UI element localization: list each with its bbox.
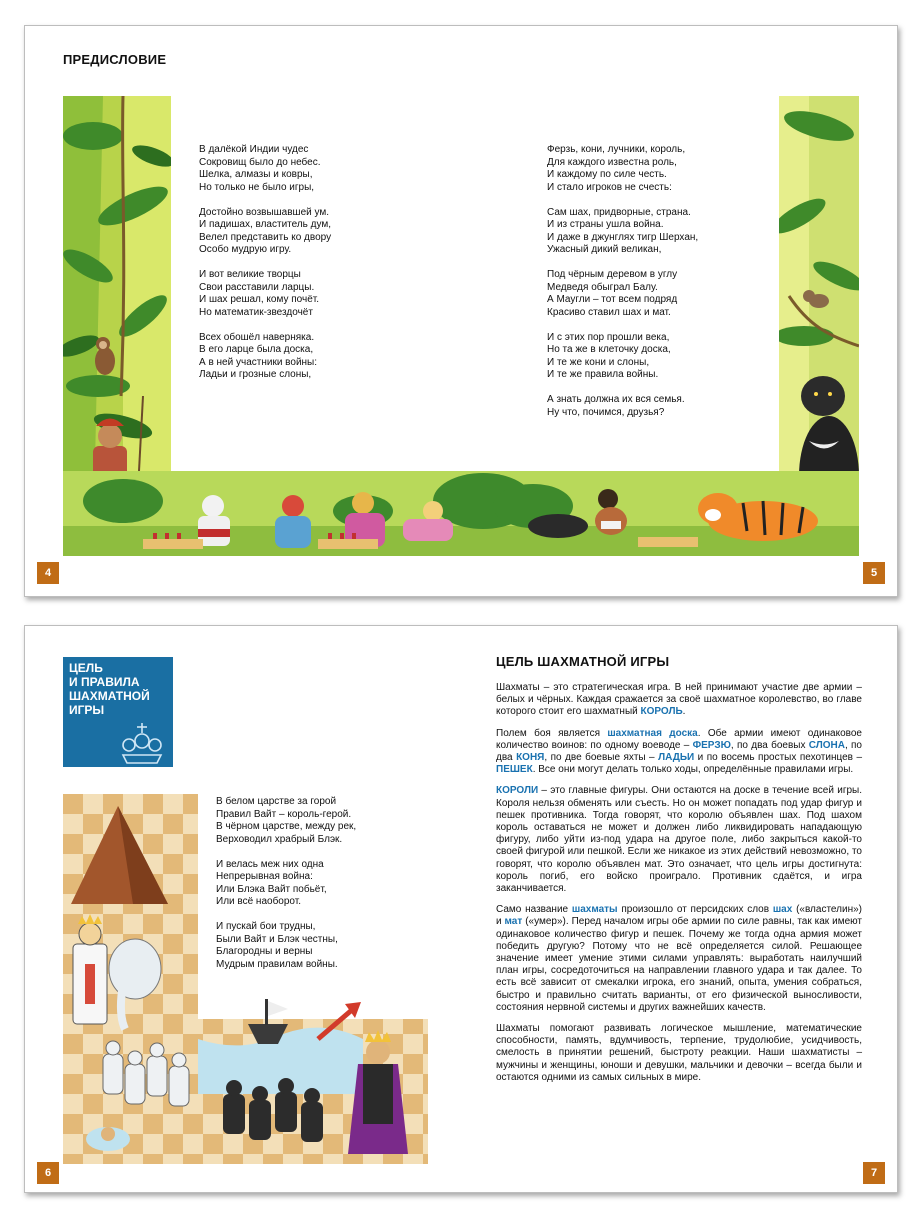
paragraph: Шахматы – это стратегическая игра. В ней принимают участие две армии – белых и чёрных. Каждая сражается за своё шахматное королевство, во главе которого стоит его шахматный КОРОЛЬ.	[496, 682, 862, 718]
term-bishop: СЛОНА	[808, 739, 845, 751]
poem-line: Особо мудрую игру.	[199, 244, 292, 255]
poem-line: Или всё наоборот.	[216, 896, 302, 907]
poem-line: В его ларце была доска,	[199, 344, 314, 355]
paragraph: Само название шахматы произошло от персидских слов шах («властелин») и мат («умер»). Перед началом игры обе армии по силе равны, так как имеют одинаковое количество фигур и пешек. Почему же тогда одна армия может победить другую? Потому что не всё определяется силой. Решающее значение имеет умение этими силами управлять: выработать наилучший план игры, сосредоточиться на направлении главного удара и так далее. То есть всё зависит от смекалки игрока, его знаний, опыта, умения собраться, быстро и правильно считать варианты, от его физической выносливости, состояния нервной системы и других важнейших качеств.	[496, 904, 862, 1013]
poem-column-left	[199, 144, 331, 394]
paragraph: КОРОЛИ – это главные фигуры. Они остаются на доске в течение всей игры. Короля нельзя обменять или съесть. Но он может попадать под удар фигур и пешек противника. Тогда говорят, что королю объявлен шах. Под шахом король оставаться не может и должен либо ликвидировать нападающую фигуру, либо уйти из-под удара на другое поле, либо закрыться какой-то своей фигурой или пешкой. Если же никакое из этих действий невозможно, то говорят, что королю объявлен мат. Это означает, что цель игры достигнута: король погиб, его войско проиграло. Противник сдаётся, и игра заканчивается.	[496, 785, 862, 895]
poem-line: В белом царстве за горой	[216, 796, 337, 807]
term-queen: ФЕРЗЮ	[692, 739, 731, 751]
stanza	[547, 269, 698, 319]
term-king: КОРОЛЬ	[640, 706, 683, 718]
stanza	[547, 144, 698, 194]
poem-line: Мудрым правилам войны.	[216, 958, 338, 970]
poem-line: И шах решал, кому почёт.	[199, 294, 320, 305]
stanza	[199, 207, 331, 257]
paragraph: Шахматы помогают развивать логическое мышление, математические способности, память, вдумчивость, терпение, трудолюбие, усидчивость, смелость в принятии решений, быстроту реакции. Наши шахматисты – мужчины и женщины, юноши и девушки, мальчики и девочки – всегда были и остаются одними из самых сильных в мире.	[496, 1023, 862, 1083]
poem-line: И стало игроков не счесть:	[547, 181, 672, 193]
chapter-title-line: ИГРЫ	[69, 703, 105, 717]
poem-line: Были Вайт и Блэк честны,	[216, 933, 338, 945]
stanza	[216, 921, 356, 971]
poem-line: Шелка, алмазы и ковры,	[199, 169, 313, 180]
chapter-title-line: ЦЕЛЬ	[69, 661, 103, 675]
term-kings: КОРОЛИ	[496, 785, 539, 797]
stanza	[547, 332, 698, 382]
term-board: шахматная доска	[607, 727, 698, 739]
stanza	[547, 207, 698, 257]
stanza	[216, 859, 356, 909]
stanza	[199, 332, 331, 382]
poem-line: Ферзь, кони, лучники, король,	[547, 144, 686, 155]
poem-line: И те же правила войны.	[547, 369, 659, 380]
poem-line: И пускай бои трудны,	[216, 921, 316, 932]
term-shah: шах	[772, 904, 793, 916]
poem-line: И вот великие творцы	[199, 269, 301, 280]
stanza	[199, 269, 331, 319]
poem-line: Но математик-звездочёт	[199, 306, 313, 318]
poem-line: И каждому по силе честь.	[547, 169, 667, 180]
term-mat: мат	[504, 916, 523, 928]
poem-line: Верховодил храбрый Блэк.	[216, 833, 343, 845]
book-spread-preface	[24, 25, 898, 597]
poem-line: Но только не было игры,	[199, 181, 315, 193]
poem-kingdoms	[216, 796, 356, 984]
poem-line: Для каждого известна роль,	[547, 156, 677, 168]
term-chess: шахматы	[571, 904, 618, 916]
poem-line: И те же кони и слоны,	[547, 356, 650, 368]
term-rook: ЛАДЬИ	[658, 752, 695, 764]
poem-line: В чёрном царстве, между рек,	[216, 821, 357, 832]
section-heading: ЦЕЛЬ ШАХМАТНОЙ ИГРЫ	[496, 654, 670, 669]
poem-line: Ну что, почимся, друзья?	[547, 406, 665, 418]
term-pawn: ПЕШЕК	[496, 764, 533, 776]
poem-line: И падишах, властитель дум,	[199, 219, 332, 230]
poem-line: Красиво ставил шах и мат.	[547, 306, 671, 318]
poem-line: Под чёрным деревом в углу	[547, 269, 678, 280]
poem-line: А в ней участники войны:	[199, 356, 318, 368]
poem-line: В далёкой Индии чудес	[199, 144, 309, 155]
jungle-illustration-bottom	[63, 471, 859, 556]
chapter-title-box	[63, 657, 173, 767]
stanza	[216, 796, 356, 846]
poem-line: А Маугли – тот всем подряд	[547, 294, 678, 305]
poem-line: А знать должна их вся семья.	[547, 394, 685, 405]
poem-column-right	[547, 144, 698, 432]
poem-line: Сокровищ было до небес.	[199, 156, 321, 168]
poem-line: Велел представить ко двору	[199, 231, 332, 243]
page-title: ПРЕДИСЛОВИЕ	[63, 52, 167, 67]
poem-line: Правил Вайт – король-герой.	[216, 808, 352, 820]
poem-line: Сам шах, придворные, страна.	[547, 206, 691, 218]
poem-line: И даже в джунглях тигр Шерхан,	[547, 231, 699, 243]
poem-line: Всех обошёл наверняка.	[199, 331, 315, 343]
paragraph: Полем боя является шахматная доска. Обе армии имеют одинаковое количество воинов: по одному воеводе – ФЕРЗЮ, по два боевых СЛОНА, по два КОНЯ, по две боевые яхты – ЛАДЬИ и по восемь простых пехотинцев – ПЕШЕК. Все они могут делать только ходы, определённые правилами игры.	[496, 727, 863, 776]
chapter-title-line: ШАХМАТНОЙ	[69, 689, 150, 703]
article-body	[496, 682, 862, 1093]
stanza	[547, 394, 698, 419]
poem-line: Медведя обыграл Балу.	[547, 281, 658, 293]
poem-line: Свои расставили ларцы.	[199, 281, 315, 293]
chapter-title-line: И ПРАВИЛА	[69, 675, 140, 689]
poem-line: И из страны ушла война.	[547, 219, 664, 230]
poem-line: Или Блэка Вайт побьёт,	[216, 883, 327, 895]
poem-line: Достойно возвышавшей ум.	[199, 206, 330, 218]
term-knight: КОНЯ	[516, 752, 545, 764]
poem-line: И с этих пор прошли века,	[547, 331, 670, 343]
poem-line: Ужасный дикий великан,	[547, 244, 662, 255]
poem-line: Ладьи и грозные слоны,	[199, 369, 312, 380]
page-number-left: 4	[37, 562, 59, 584]
crown-icon	[117, 715, 167, 765]
book-spread-rules	[24, 625, 898, 1193]
page-number-left: 6	[37, 1162, 59, 1184]
stanza	[199, 144, 331, 194]
poem-line: Но та же в клеточку доска,	[547, 344, 671, 355]
poem-line: И велась меж них одна	[216, 858, 324, 870]
page-number-right: 7	[863, 1162, 885, 1184]
poem-line: Благородны и верны	[216, 946, 313, 957]
page-number-right: 5	[863, 562, 885, 584]
poem-line: Непрерывная война:	[216, 871, 313, 882]
